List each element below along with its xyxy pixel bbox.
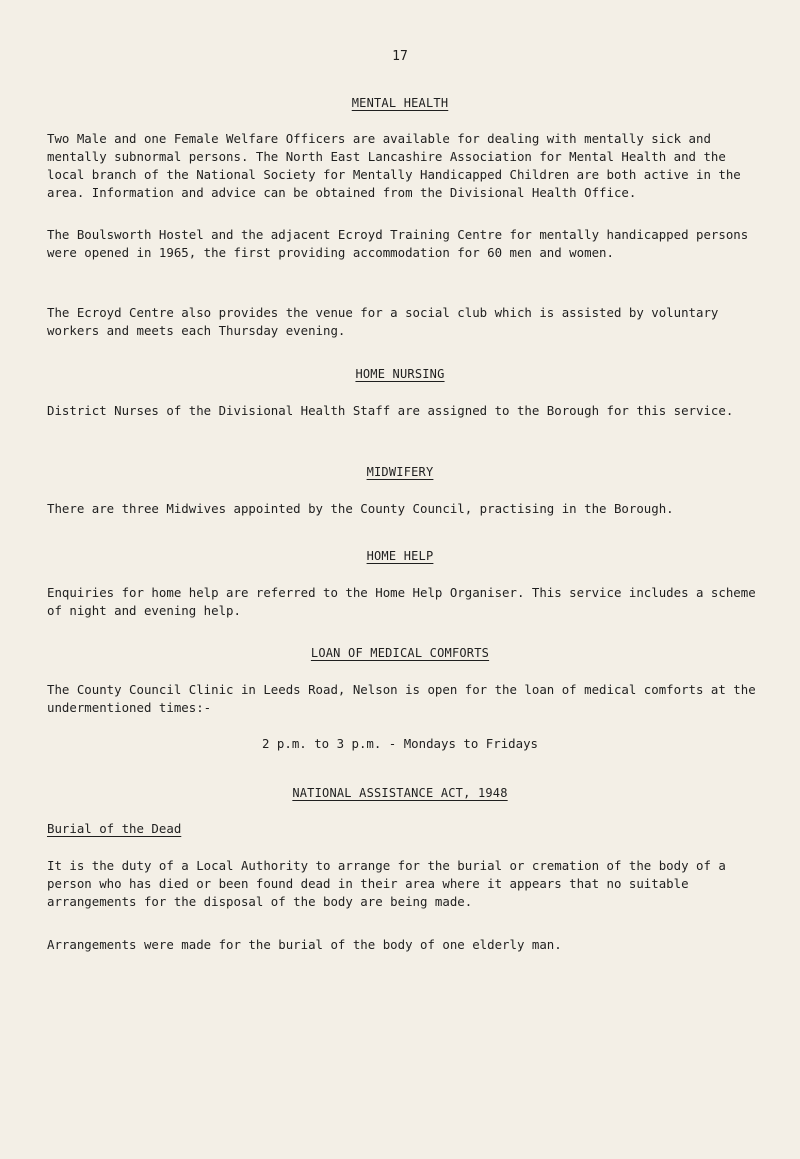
burial-of-the-dead-subheading: Burial of the Dead <box>47 821 182 836</box>
burial-paragraph-2: Arrangements were made for the burial of the body of one elderly man. <box>47 937 562 952</box>
home-nursing-heading: HOME NURSING <box>355 367 445 381</box>
page-number: 17 <box>392 49 408 64</box>
home-nursing-paragraph: District Nurses of the Divisional Health Staff are assigned to the Borough for this service. <box>47 403 734 418</box>
mental-health-paragraph-3: The Ecroyd Centre also provides the venue for a social club which is assisted by voluntary workers and meets each Thursday evening. <box>47 305 719 338</box>
loan-times: 2 p.m. to 3 p.m. - Mondays to Fridays <box>261 736 538 751</box>
burial-paragraph-1: It is the duty of a Local Authority to arrange for the burial or cremation of the body of a person who has died or been found dead in their area where it appears that no suitable arrangements for the disposal of the body are being made. <box>47 858 726 909</box>
loan-of-medical-comforts-paragraph: The County Council Clinic in Leeds Road, Nelson is open for the loan of medical comforts at the undermentioned times:- <box>47 682 756 715</box>
mental-health-paragraph-1: Two Male and one Female Welfare Officers are available for dealing with mentally sick and mentally subnormal persons. The North East Lancashire Association for Mental Health and the local branch of the National Society for Mentally Handicapped Children are both active in the area. Information and advice can be obtained from the Divisional Health Office. <box>47 131 741 200</box>
home-help-heading: HOME HELP <box>366 549 434 563</box>
midwifery-paragraph: There are three Midwives appointed by the County Council, practising in the Borough. <box>47 501 674 516</box>
national-assistance-act-heading: NATIONAL ASSISTANCE ACT, 1948 <box>292 786 508 800</box>
midwifery-heading: MIDWIFERY <box>366 465 434 479</box>
mental-health-paragraph-2: The Boulsworth Hostel and the adjacent Ecroyd Training Centre for mentally handicapped persons were opened in 1965, the first providing accommodation for 60 men and women. <box>47 227 749 260</box>
loan-of-medical-comforts-heading: LOAN OF MEDICAL COMFORTS <box>310 646 490 660</box>
mental-health-heading: MENTAL HEALTH <box>351 96 449 110</box>
home-help-paragraph: Enquiries for home help are referred to the Home Help Organiser. This service includes a scheme of night and evening help. <box>47 585 756 618</box>
